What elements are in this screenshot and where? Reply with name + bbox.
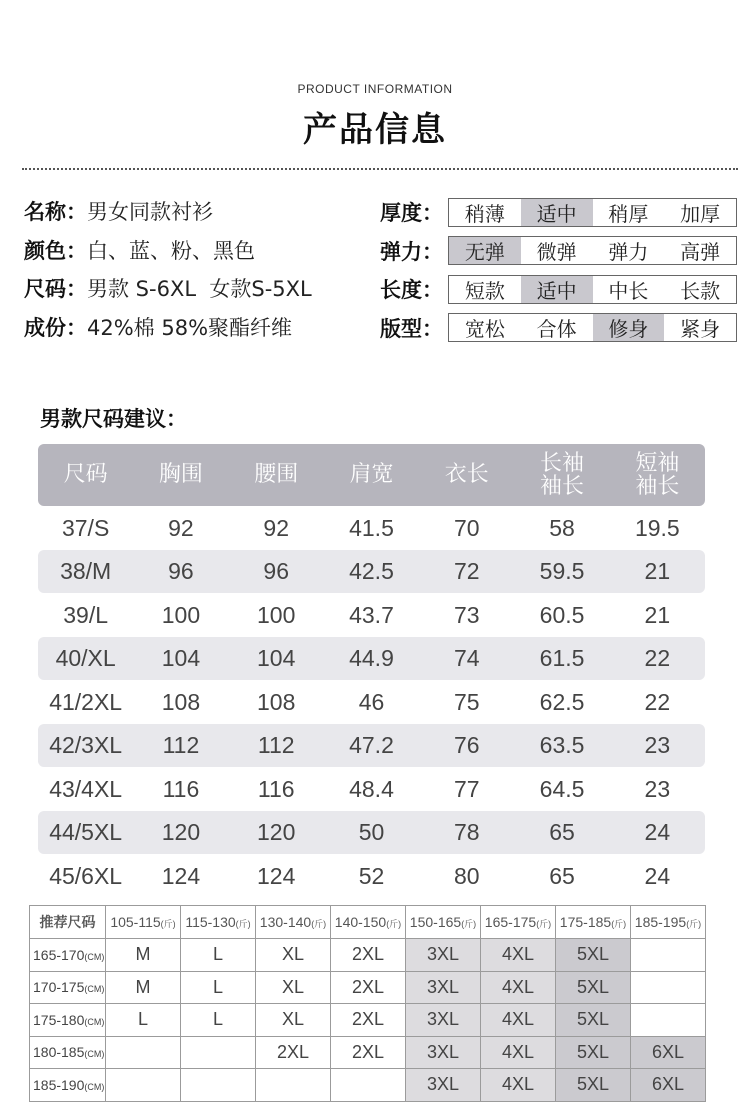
size-cell: 96 xyxy=(168,558,194,585)
size-cell: 39/L xyxy=(63,601,109,628)
weight-range-cell: 130-140(斤) xyxy=(256,906,331,939)
size-cell: 65 xyxy=(549,819,575,846)
recommend-size-cell: 2XL xyxy=(331,939,406,972)
size-cell: 124 xyxy=(161,862,201,889)
size-cell: 116 xyxy=(162,775,200,802)
size-cell: 61.5 xyxy=(539,645,585,672)
size-cell: 37/S xyxy=(61,514,110,541)
attribute-key: 版型： xyxy=(380,316,443,341)
recommend-row xyxy=(30,971,706,1004)
info-value: 42%棉 58%聚酯纤维 xyxy=(87,315,293,340)
recommend-size-cell xyxy=(106,1036,181,1069)
recommend-size-cell: 2XL xyxy=(331,971,406,1004)
size-cell: 73 xyxy=(453,601,480,628)
size-cell: 74 xyxy=(453,645,480,672)
size-cell: 112 xyxy=(162,732,200,759)
weight-unit: (斤) xyxy=(536,919,552,929)
size-table-row xyxy=(38,811,705,855)
height-unit: (CM) xyxy=(84,951,105,962)
product-info-header xyxy=(0,82,750,151)
recommend-size-cell xyxy=(256,1069,331,1102)
product-basic-info xyxy=(24,192,354,346)
height-unit: (CM) xyxy=(84,1049,105,1060)
attribute-option: 加厚 xyxy=(680,201,721,226)
height-unit: (CM) xyxy=(84,984,105,995)
size-cell: 43.7 xyxy=(349,601,394,628)
info-key: 成份： xyxy=(24,315,87,340)
size-cell: 100 xyxy=(257,601,296,628)
size-header-cell: 短袖 袖长 xyxy=(635,450,680,499)
size-cell: 100 xyxy=(161,601,201,628)
size-cell: 64.5 xyxy=(539,775,585,802)
size-table-row xyxy=(38,506,705,550)
header-cn-title: 产品信息 xyxy=(303,110,447,150)
size-cell: 23 xyxy=(644,732,671,759)
size-table-row xyxy=(38,550,705,594)
recommend-header-row xyxy=(30,906,706,939)
attribute-row xyxy=(380,309,737,348)
weight-range-cell: 105-115(斤) xyxy=(106,906,181,939)
height-range-cell: 180-185(CM) xyxy=(30,1036,106,1069)
header-en-title: PRODUCT INFORMATION xyxy=(297,82,453,96)
attribute-option: 宽松 xyxy=(464,317,505,342)
size-cell: 23 xyxy=(644,775,671,802)
attribute-option: 微弹 xyxy=(536,240,577,265)
height-unit: (CM) xyxy=(84,1016,105,1027)
size-table-row xyxy=(38,593,705,637)
weight-unit: (斤) xyxy=(611,919,627,929)
info-row-name xyxy=(24,192,354,231)
attribute-option: 稍厚 xyxy=(608,201,649,226)
size-cell: 42/3XL xyxy=(49,732,123,759)
weight-unit: (斤) xyxy=(686,919,702,929)
recommend-size-cell xyxy=(631,1004,706,1037)
recommend-corner: 推荐尺码 xyxy=(30,906,106,939)
size-cell: 21 xyxy=(644,558,671,585)
recommend-size-cell: 3XL xyxy=(406,1004,481,1037)
size-table-header xyxy=(38,444,705,506)
weight-unit: (斤) xyxy=(235,919,251,929)
size-cell: 48.4 xyxy=(349,775,394,802)
attribute-option: 中长 xyxy=(608,278,649,303)
size-cell: 65 xyxy=(549,862,575,889)
size-cell: 78 xyxy=(453,819,480,846)
recommend-size-cell: 2XL xyxy=(331,1004,406,1037)
size-cell: 63.5 xyxy=(539,732,585,759)
men-size-table xyxy=(38,444,705,898)
size-table-row xyxy=(38,767,705,811)
height-range-cell: 185-190(CM) xyxy=(30,1069,106,1102)
recommend-size-cell xyxy=(631,939,706,972)
size-cell: 108 xyxy=(257,688,296,715)
recommend-size-cell: 5XL xyxy=(556,939,631,972)
size-cell: 22 xyxy=(644,688,671,715)
size-cell: 60.5 xyxy=(539,601,585,628)
size-table-row xyxy=(38,724,705,768)
size-table-row xyxy=(38,680,705,724)
recommend-size-cell: 5XL xyxy=(556,1069,631,1102)
attribute-option: 紧身 xyxy=(680,317,721,342)
size-cell: 45/6XL xyxy=(49,862,123,889)
info-value: 男女同款衬衫 xyxy=(87,200,213,225)
attribute-row xyxy=(380,270,737,309)
size-cell: 76 xyxy=(453,732,480,759)
recommend-size-cell: 3XL xyxy=(406,1069,481,1102)
size-cell: 52 xyxy=(358,862,385,889)
size-cell: 40/XL xyxy=(55,645,116,672)
size-header-cell: 肩宽 xyxy=(349,462,394,488)
weight-unit: (斤) xyxy=(311,919,327,929)
attribute-key: 弹力： xyxy=(380,239,443,264)
size-cell: 80 xyxy=(453,862,480,889)
size-cell: 47.2 xyxy=(349,732,394,759)
recommend-size-cell: 3XL xyxy=(406,1036,481,1069)
recommend-size-cell: L xyxy=(181,939,256,972)
size-cell: 72 xyxy=(453,558,480,585)
weight-range-cell: 175-185(斤) xyxy=(556,906,631,939)
recommend-row xyxy=(30,1036,706,1069)
attribute-option-selected: 无弹 xyxy=(449,237,521,264)
recommend-size-cell: 4XL xyxy=(481,939,556,972)
attribute-options xyxy=(448,275,737,304)
men-size-title: 男款尺码建议： xyxy=(40,407,187,431)
recommend-size-cell: 4XL xyxy=(481,971,556,1004)
recommend-size-cell: 4XL xyxy=(481,1036,556,1069)
info-row-material xyxy=(24,308,354,347)
size-cell: 59.5 xyxy=(539,558,585,585)
info-value: 男款 S-6XL 女款S-5XL xyxy=(87,277,312,302)
size-cell: 124 xyxy=(257,862,296,889)
size-cell: 50 xyxy=(358,819,385,846)
size-cell: 92 xyxy=(263,514,289,541)
size-cell: 58 xyxy=(549,514,575,541)
size-cell: 75 xyxy=(453,688,480,715)
dotted-divider xyxy=(22,168,738,170)
recommend-size-cell: 3XL xyxy=(406,971,481,1004)
attribute-key: 长度： xyxy=(380,278,443,303)
recommend-size-cell: L xyxy=(181,971,256,1004)
recommend-size-cell: 2XL xyxy=(331,1036,406,1069)
height-range-cell: 165-170(CM) xyxy=(30,939,106,972)
recommend-row xyxy=(30,1069,706,1102)
size-cell: 104 xyxy=(257,645,296,672)
size-header-cell: 尺码 xyxy=(63,462,108,488)
weight-range-cell: 140-150(斤) xyxy=(331,906,406,939)
info-row-color xyxy=(24,231,354,270)
info-key: 名称： xyxy=(24,200,87,225)
weight-range-cell: 115-130(斤) xyxy=(181,906,256,939)
recommend-size-cell: XL xyxy=(256,939,331,972)
size-cell: 120 xyxy=(257,819,296,846)
recommend-size-cell: L xyxy=(106,1004,181,1037)
size-cell: 42.5 xyxy=(349,558,394,585)
size-cell: 108 xyxy=(161,688,201,715)
recommend-size-cell xyxy=(331,1069,406,1102)
size-cell: 77 xyxy=(453,775,480,802)
weight-unit: (斤) xyxy=(386,919,402,929)
size-cell: 41.5 xyxy=(349,514,394,541)
recommend-size-cell: M xyxy=(106,971,181,1004)
attribute-option-selected: 适中 xyxy=(521,199,593,226)
size-cell: 46 xyxy=(358,688,385,715)
recommend-size-cell: L xyxy=(181,1004,256,1037)
height-range-cell: 170-175(CM) xyxy=(30,971,106,1004)
recommend-size-table xyxy=(29,905,706,1102)
size-cell: 22 xyxy=(644,645,671,672)
attribute-row xyxy=(380,193,737,232)
recommend-size-cell: XL xyxy=(256,1004,331,1037)
weight-range-cell: 150-165(斤) xyxy=(406,906,481,939)
size-cell: 19.5 xyxy=(634,514,680,541)
attribute-key: 厚度： xyxy=(380,201,443,226)
recommend-size-cell: M xyxy=(106,939,181,972)
recommend-size-cell: XL xyxy=(256,971,331,1004)
recommend-size-cell: 5XL xyxy=(556,1004,631,1037)
attribute-option: 短款 xyxy=(464,278,505,303)
info-row-size xyxy=(24,269,354,308)
attribute-option-selected: 适中 xyxy=(521,276,593,303)
weight-range-cell: 185-195(斤) xyxy=(631,906,706,939)
size-cell: 43/4XL xyxy=(49,775,123,802)
recommend-size-cell: 4XL xyxy=(481,1004,556,1037)
height-unit: (CM) xyxy=(84,1081,105,1092)
size-cell: 92 xyxy=(168,514,194,541)
weight-unit: (斤) xyxy=(461,919,477,929)
recommend-row xyxy=(30,1004,706,1037)
size-cell: 41/2XL xyxy=(49,688,123,715)
info-key: 颜色： xyxy=(24,238,87,263)
recommend-row xyxy=(30,939,706,972)
attribute-options xyxy=(448,236,737,265)
size-header-cell: 胸围 xyxy=(158,462,203,488)
attribute-option-selected: 修身 xyxy=(593,314,665,341)
attribute-row xyxy=(380,232,737,271)
recommend-size-cell: 6XL xyxy=(631,1069,706,1102)
size-cell: 44/5XL xyxy=(49,819,123,846)
product-attributes xyxy=(380,193,737,347)
recommend-size-cell: 2XL xyxy=(256,1036,331,1069)
info-value: 白、蓝、粉、黑色 xyxy=(87,238,255,263)
size-cell: 104 xyxy=(161,645,201,672)
recommend-size-cell xyxy=(106,1069,181,1102)
weight-unit: (斤) xyxy=(160,919,176,929)
attribute-option: 合体 xyxy=(536,317,577,342)
attribute-option: 弹力 xyxy=(608,240,649,265)
attribute-option: 稍薄 xyxy=(464,201,505,226)
attribute-option: 长款 xyxy=(680,278,721,303)
size-cell: 116 xyxy=(257,775,295,802)
size-cell: 70 xyxy=(453,514,480,541)
recommend-size-cell xyxy=(181,1036,256,1069)
size-cell: 112 xyxy=(257,732,295,759)
size-cell: 24 xyxy=(644,862,671,889)
recommend-size-cell: 5XL xyxy=(556,1036,631,1069)
size-cell: 21 xyxy=(644,601,671,628)
attribute-options xyxy=(448,313,737,342)
weight-range-cell: 165-175(斤) xyxy=(481,906,556,939)
size-cell: 24 xyxy=(644,819,671,846)
recommend-size-cell: 4XL xyxy=(481,1069,556,1102)
attribute-option: 高弹 xyxy=(680,240,721,265)
size-table-row xyxy=(38,854,705,898)
size-cell: 120 xyxy=(161,819,201,846)
recommend-size-cell: 6XL xyxy=(631,1036,706,1069)
info-key: 尺码： xyxy=(24,277,87,302)
attribute-options xyxy=(448,198,737,227)
recommend-size-cell: 5XL xyxy=(556,971,631,1004)
recommend-size-cell xyxy=(181,1069,256,1102)
recommend-size-cell xyxy=(631,971,706,1004)
size-header-cell: 长袖 袖长 xyxy=(540,450,585,499)
size-cell: 96 xyxy=(263,558,289,585)
size-cell: 38/M xyxy=(60,558,112,585)
size-table-row xyxy=(38,637,705,681)
size-header-cell: 衣长 xyxy=(444,462,489,488)
size-header-cell: 腰围 xyxy=(254,462,299,488)
size-cell: 62.5 xyxy=(539,688,585,715)
size-cell: 44.9 xyxy=(349,645,394,672)
height-range-cell: 175-180(CM) xyxy=(30,1004,106,1037)
recommend-size-cell: 3XL xyxy=(406,939,481,972)
